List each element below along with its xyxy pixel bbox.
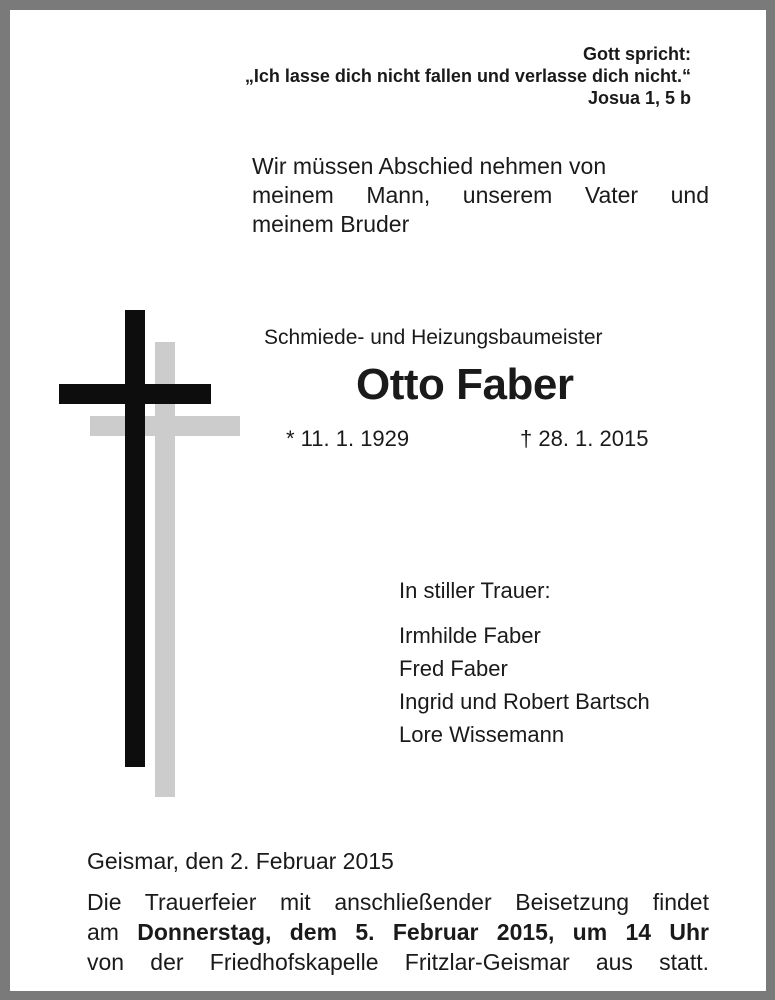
mourner-name: Irmhilde Faber [399,623,541,648]
farewell-text [252,152,709,239]
deceased-profession: Schmiede- und Heizungsbaumeister [264,326,603,349]
funeral-details [87,887,709,977]
funeral-line: Die Trauerfeier mit anschließender Beisetzung findet [87,889,709,915]
cross-shadow-icon [155,342,175,797]
mourner-name: Fred Faber [399,656,508,681]
verse-reference: Josua 1, 5 b [587,88,691,108]
funeral-date-prefix: am [87,919,138,945]
mourner-name: Lore Wissemann [399,722,565,747]
mourner-name: Ingrid und Robert Bartsch [399,689,650,714]
deceased-name: Otto Faber [356,360,574,409]
birth-date: * 11. 1. 1929 [286,426,410,451]
bible-verse [245,43,691,109]
funeral-line: von der Friedhofskapelle Fritzlar-Geismar aus statt. [87,949,709,975]
death-date: † 28. 1. 2015 [520,426,649,451]
farewell-line: meinem Bruder [252,211,410,237]
cross-icon [125,310,145,767]
farewell-line: meinem Mann, unserem Vater und [252,182,709,208]
farewell-line: Wir müssen Abschied nehmen von [252,153,607,179]
funeral-date: Donnerstag, dem 5. Februar 2015, um 14 Uhr [137,919,709,945]
place-and-date: Geismar, den 2. Februar 2015 [87,848,394,874]
cross-shadow-bar [90,416,240,436]
mourners-list [399,577,650,751]
funeral-date-line [87,917,709,947]
mourners-heading: In stiller Trauer: [399,578,551,603]
verse-heading: Gott spricht: [583,44,691,64]
cross-bar [59,384,211,404]
verse-quote: „Ich lasse dich nicht fallen und verlasse dich nicht.“ [244,66,691,86]
